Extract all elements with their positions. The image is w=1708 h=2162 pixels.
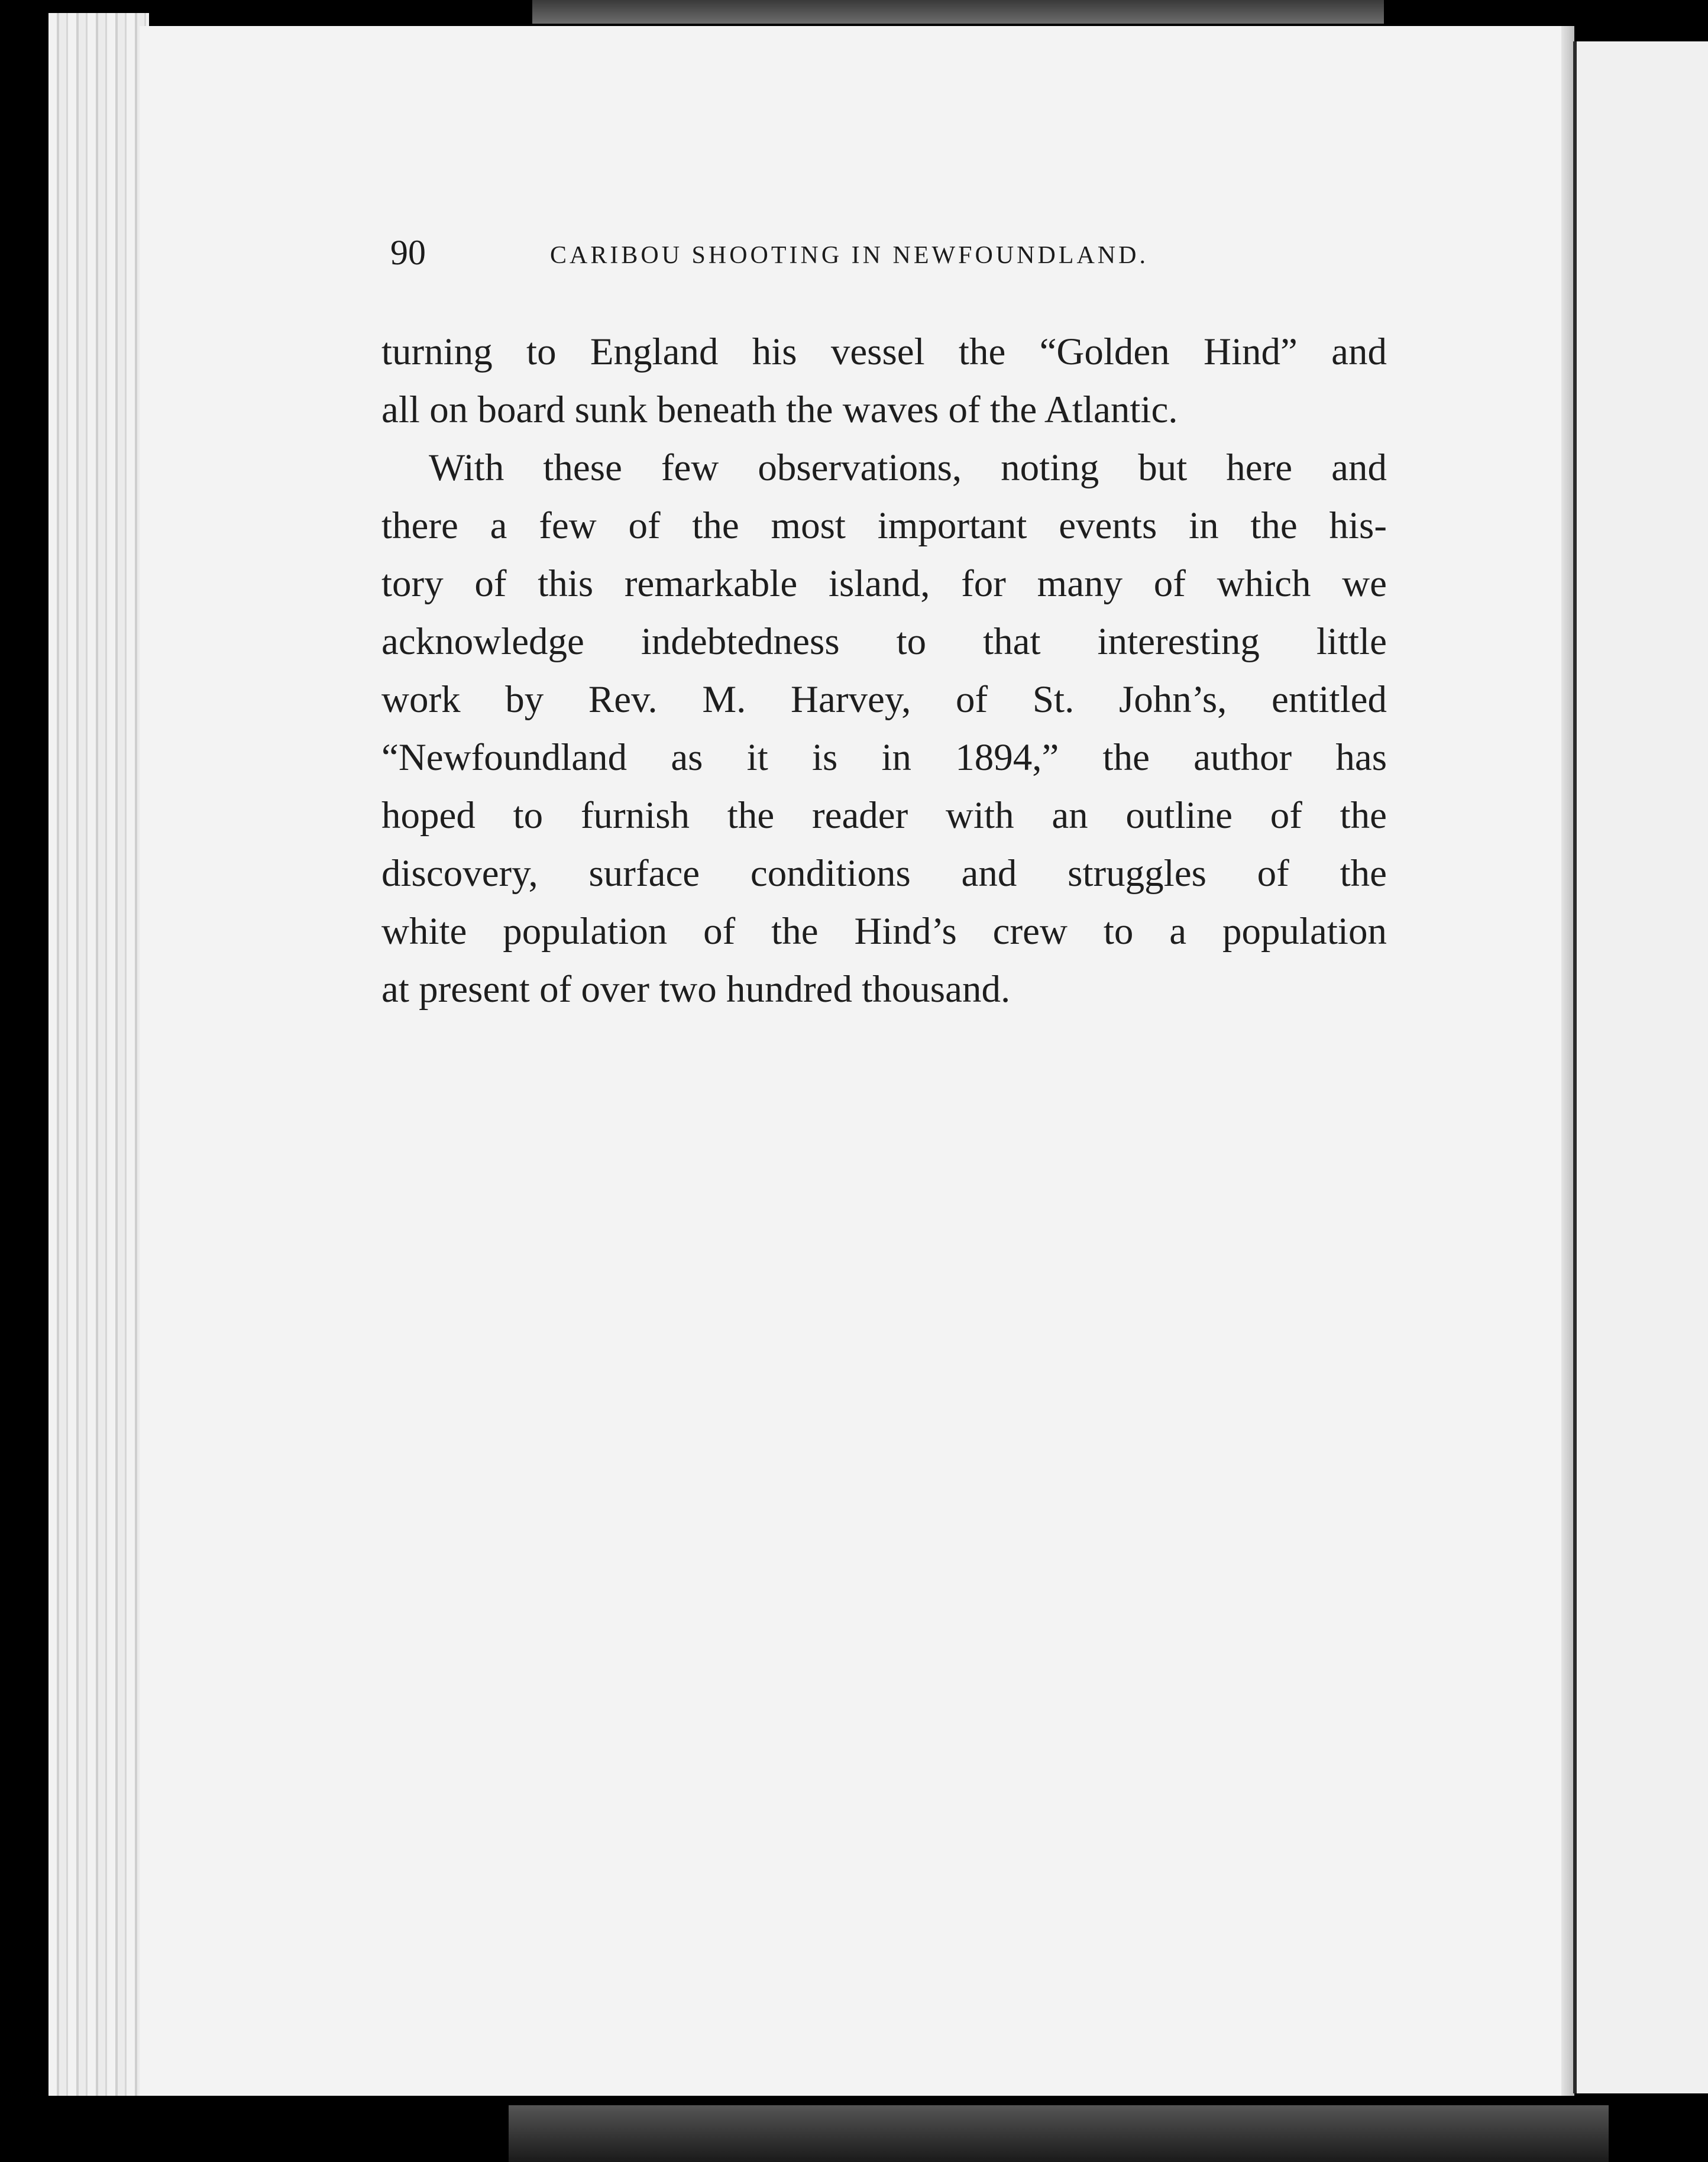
facing-page-edge: [1573, 41, 1708, 2093]
running-header: [390, 232, 1396, 273]
body-text: [381, 323, 1387, 1018]
text-line: at present of over two hundred thousand.: [381, 968, 1011, 1011]
text-line: tory of this remarkable island, for many of which we: [381, 562, 1387, 605]
text-line: all on board sunk beneath the waves of the Atlantic.: [381, 389, 1178, 431]
text-line: turning to England his vessel the “Golden Hind” and: [381, 331, 1387, 373]
text-line: With these few observations, noting but here and: [429, 446, 1387, 489]
bottom-binding-strip: [509, 2105, 1609, 2162]
page-number: 90: [390, 233, 426, 272]
text-line: work by Rev. M. Harvey, of St. John’s, entitled: [381, 678, 1387, 721]
left-page-leaves: [48, 13, 149, 2096]
text-line: hoped to furnish the reader with an outline of the: [381, 794, 1387, 837]
page-gutter-shadow: [1561, 26, 1574, 2096]
text-line: “Newfoundland as it is in 1894,” the author has: [381, 736, 1387, 779]
text-line: discovery, surface conditions and struggles of the: [381, 852, 1387, 895]
text-line: there a few of the most important events in the his-: [381, 504, 1387, 547]
text-line: acknowledge indebtedness to that interesting little: [381, 620, 1387, 663]
text-line: white population of the Hind’s crew to a population: [381, 910, 1387, 953]
top-binding-strip: [532, 0, 1384, 24]
running-title: CARIBOU SHOOTING IN NEWFOUNDLAND.: [550, 242, 1149, 269]
